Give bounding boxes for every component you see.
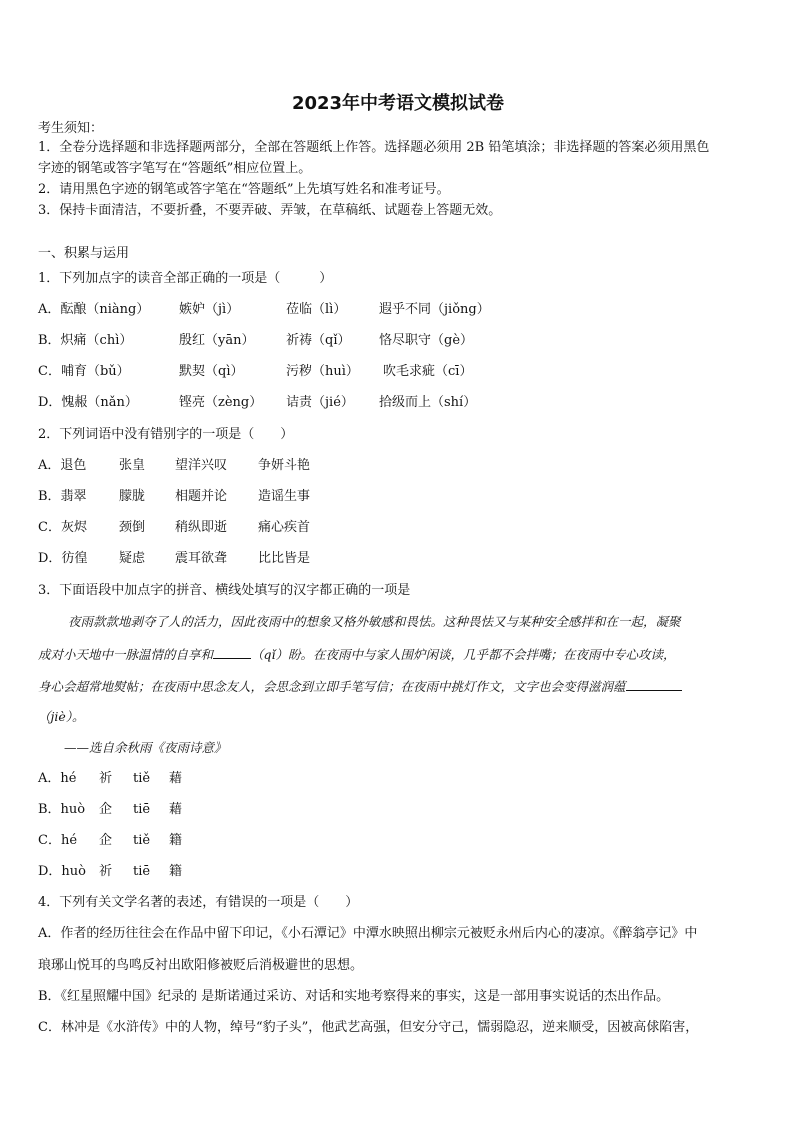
option-cell: C．哺育（bǔ） — [38, 364, 130, 379]
option-cell: 颈倒 — [119, 520, 146, 535]
option-cell: B．炽痛（chì） — [38, 333, 133, 348]
option-cell: 藉 — [169, 771, 183, 786]
option-cell: 籍 — [169, 864, 183, 879]
question-stem: 3．下面语段中加点字的拼音、横线处填写的汉字都正确的一项是 — [38, 583, 411, 598]
page-title: 2023年中考语文模拟试卷 — [291, 93, 505, 114]
option-cell: 痛心疾首 — [258, 520, 311, 535]
option-cell: 藉 — [169, 802, 183, 817]
notice-line: 1．全卷分选择题和非选择题两部分，全部在答题纸上作答。选择题必须用 2B 铅笔填涂；非选择题的答案必须用黑色 — [38, 140, 710, 155]
option-cell: C．灰烬 — [38, 520, 87, 535]
option-cell: 疑虑 — [119, 551, 146, 566]
passage-line: （jiè）。 — [38, 709, 85, 724]
option-cell: 默契（qì） — [179, 364, 244, 379]
option-cell: tiě — [133, 771, 151, 786]
notice-line: 2．请用黑色字迹的钢笔或答字笔在“答题纸”上先填写姓名和准考证号。 — [38, 182, 450, 197]
option-cell: 拾级而上（shí） — [379, 395, 477, 410]
passage-text: （qǐ）盼。在夜雨中与家人围炉闲谈，几乎都不会拌嘴；在夜雨中专心攻读， — [251, 647, 676, 662]
option-cell: 朦胧 — [119, 489, 146, 504]
notice-line: 字迹的钢笔或答字笔写在“答题纸”相应位置上。 — [38, 161, 312, 176]
option-cell: A．hé — [38, 771, 77, 786]
notice-heading: 考生须知： — [38, 121, 104, 136]
option-cell: 籍 — [169, 833, 183, 848]
option-cell: D．彷徨 — [38, 551, 88, 566]
passage-source: ——选自余秋雨《夜雨诗意》 — [64, 740, 227, 755]
option-cell: D．huò — [38, 864, 86, 879]
option-line: 琅琊山悦耳的鸟鸣反衬出欧阳修被贬后消极避世的思想。 — [38, 958, 364, 973]
option-cell: 争妍斗艳 — [258, 458, 311, 473]
option-cell: C．hé — [38, 833, 78, 848]
option-cell: 恪尽职守（gè） — [379, 333, 474, 348]
option-cell: 诘责（jié） — [286, 395, 354, 410]
option-cell: 望洋兴叹 — [175, 458, 228, 473]
option-cell: 企 — [99, 802, 113, 817]
option-cell: 造谣生事 — [258, 489, 311, 504]
option-cell: 莅临（lì） — [286, 302, 347, 317]
option-cell: 震耳欲聋 — [175, 551, 228, 566]
passage-text: 成对小天地中一脉温情的自享和 — [38, 647, 214, 662]
option-cell: 遐乎不同（jiǒng） — [379, 302, 490, 317]
option-cell: tiē — [133, 802, 151, 817]
option-cell: 嫉妒（jì） — [179, 302, 240, 317]
option-line: A．作者的经历往往会在作品中留下印记，《小石潭记》中潭水映照出柳宗元被贬永州后内心的凄凉。《醉翁亭记》中 — [38, 926, 698, 941]
option-cell: 祈祷（qǐ） — [286, 333, 351, 348]
section-heading: 一、积累与运用 — [38, 246, 130, 261]
option-cell: A．酝酿（niàng） — [38, 302, 150, 317]
question-stem: 4．下列有关文学名著的表述，有错误的一项是（ ） — [38, 895, 359, 910]
option-cell: 吹毛求疵（cī） — [383, 364, 473, 379]
passage-line — [38, 646, 676, 663]
passage-line: 夜雨款款地剥夺了人的活力，因此夜雨中的想象又格外敏感和畏怯。这种畏怯又与某种安全感拌和在一起，凝聚 — [68, 614, 681, 629]
option-cell: D．愧赧（nǎn） — [38, 395, 138, 410]
option-line: B．《红星照耀中国》纪录的 是斯诺通过采访、对话和实地考察得来的事实，这是一部用事实说话的杰出作品。 — [38, 989, 670, 1004]
option-cell: B．翡翠 — [38, 489, 87, 504]
option-cell: tiě — [133, 833, 151, 848]
question-stem: 1．下列加点字的读音全部正确的一项是（ ） — [38, 271, 333, 286]
option-cell: 张皇 — [119, 458, 146, 473]
option-cell: B．huò — [38, 802, 86, 817]
passage-line — [38, 678, 682, 695]
passage-text: 身心会超常地熨帖；在夜雨中思念友人，会思念到立即手笔写信；在夜雨中挑灯作文，文字也会变得滋润蕴 — [38, 679, 626, 694]
option-cell: 稍纵即逝 — [175, 520, 228, 535]
option-cell: 祈 — [99, 864, 113, 879]
option-cell: 相题并论 — [175, 489, 228, 504]
blank-underline — [626, 678, 682, 691]
option-cell: 祈 — [99, 771, 113, 786]
notice-line: 3．保持卡面清洁，不要折叠，不要弄破、弄皱，在草稿纸、试题卷上答题无效。 — [38, 203, 502, 218]
option-cell: A．退色 — [38, 458, 87, 473]
option-cell: tiē — [133, 864, 151, 879]
option-cell: 企 — [99, 833, 113, 848]
option-cell: 铿亮（zèng） — [179, 395, 263, 410]
blank-underline — [213, 646, 251, 659]
option-cell: 污秽（huì） — [286, 364, 359, 379]
option-cell: 殷红（yān） — [179, 333, 255, 348]
question-stem: 2．下列词语中没有错别字的一项是（ ） — [38, 427, 294, 442]
option-line: C．林冲是《水浒传》中的人物，绰号“豹子头”，他武艺高强，但安分守己，懦弱隐忍，逆来顺受，因被高俅陷害， — [38, 1020, 699, 1035]
option-cell: 比比皆是 — [258, 551, 311, 566]
